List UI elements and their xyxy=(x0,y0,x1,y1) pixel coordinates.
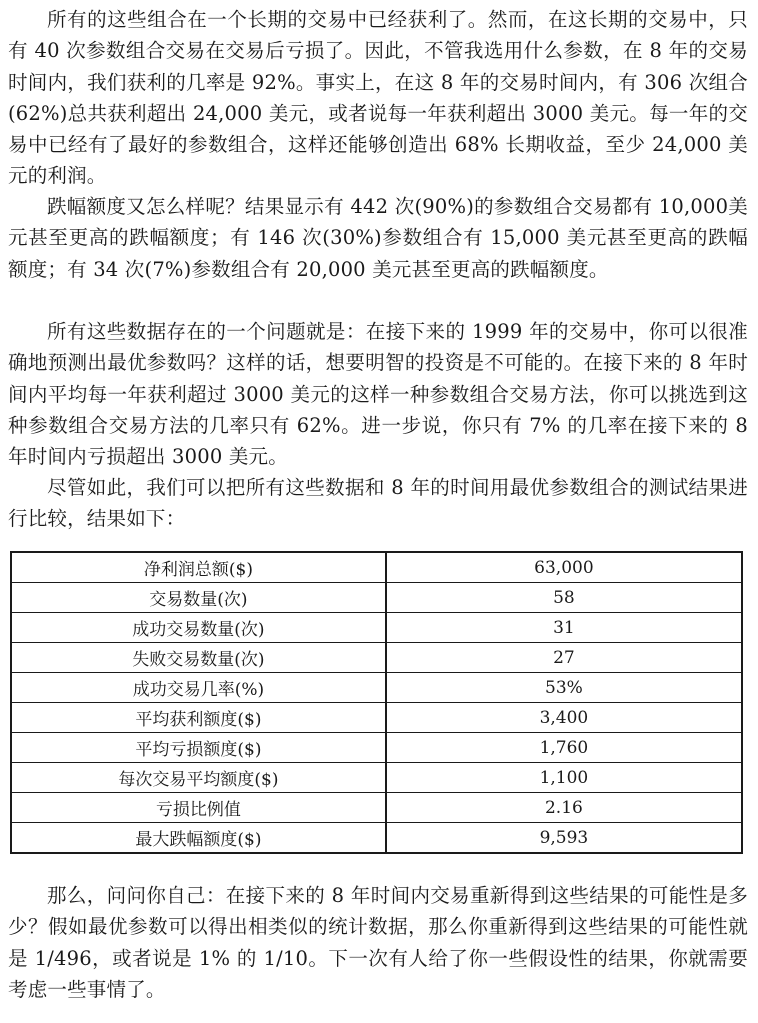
row-value: 2.16 xyxy=(386,793,742,823)
table-row xyxy=(11,733,742,763)
table-row xyxy=(11,583,742,613)
table-row xyxy=(11,643,742,673)
row-value: 53% xyxy=(386,673,742,703)
table-row xyxy=(11,793,742,823)
paragraph-reproducibility: 那么，问问你自己：在接下来的 8 年时间内交易重新得到这些结果的可能性是多少？假如最优参数可以得出相类似的统计数据，那么你重新得到这些结果的可能性就是 1/496，或者说是 1% 的 1/10。下一次有人给了你一些假设性的结果，你就需要考虑一些事情了。 xyxy=(8,884,748,1001)
row-label: 净利润总额($) xyxy=(11,552,386,583)
row-label: 成功交易几率(%) xyxy=(11,673,386,703)
row-label: 平均亏损额度($) xyxy=(11,733,386,763)
row-value: 1,760 xyxy=(386,733,742,763)
table-row xyxy=(11,823,742,854)
row-value: 9,593 xyxy=(386,823,742,854)
row-value: 58 xyxy=(386,583,742,613)
row-value: 3,400 xyxy=(386,703,742,733)
table-row xyxy=(11,763,742,793)
row-value: 27 xyxy=(386,643,742,673)
row-label: 平均获利额度($) xyxy=(11,703,386,733)
row-label: 交易数量(次) xyxy=(11,583,386,613)
row-label: 亏损比例值 xyxy=(11,793,386,823)
table-row xyxy=(11,703,742,733)
row-label: 最大跌幅额度($) xyxy=(11,823,386,854)
paragraph-drawdown: 跌幅额度又怎么样呢？结果显示有 442 次(90%)的参数组合交易都有 10,000美元甚至更高的跌幅额度；有 146 次(30%)参数组合有 15,000 美元甚至更高的跌幅额度；有 34 次(7%)参数组合有 20,000 美元甚至更高的跌幅额度。 xyxy=(8,195,748,281)
paragraph-table-intro: 尽管如此，我们可以把所有这些数据和 8 年的时间用最优参数组合的测试结果进行比较，结果如下： xyxy=(8,476,748,531)
row-value: 31 xyxy=(386,613,742,643)
table-row xyxy=(11,552,742,583)
row-label: 每次交易平均额度($) xyxy=(11,763,386,793)
table-row xyxy=(11,613,742,643)
row-label: 成功交易数量(次) xyxy=(11,613,386,643)
paragraph-prediction-problem: 所有这些数据存在的一个问题就是：在接下来的 1999 年的交易中，你可以很准确地预测出最优参数吗？这样的话，想要明智的投资是不可能的。在接下来的 8 年时间内平均每一年获利超过 3000 美元的这样一种参数组合交易方法，你可以挑选到这种参数组合交易方法的几率只有 62%。进一步说，你只有 7% 的几率在接下来的 8 年时间内亏损超出 3000 美元。 xyxy=(8,320,748,469)
row-value: 1,100 xyxy=(386,763,742,793)
paragraph-profit-summary: 所有的这些组合在一个长期的交易中已经获利了。然而，在这长期的交易中，只有 40 次参数组合交易在交易后亏损了。因此，不管我选用什么参数，在 8 年的交易时间内，我们获利的几率是 92%。事实上，在这 8 年的交易时间内，有 306 次组合(62%)总共获利超出 24,000 美元，或者说每一年获利超出 3000 美元。每一年的交易中已经有了最好的参数组合，这样还能够创造出 68% 长期收益，至少 24,000 美元的利润。 xyxy=(8,8,748,188)
row-label: 失败交易数量(次) xyxy=(11,643,386,673)
row-value: 63,000 xyxy=(386,552,742,583)
optimal-parameter-results-table xyxy=(10,551,743,854)
table-row xyxy=(11,673,742,703)
